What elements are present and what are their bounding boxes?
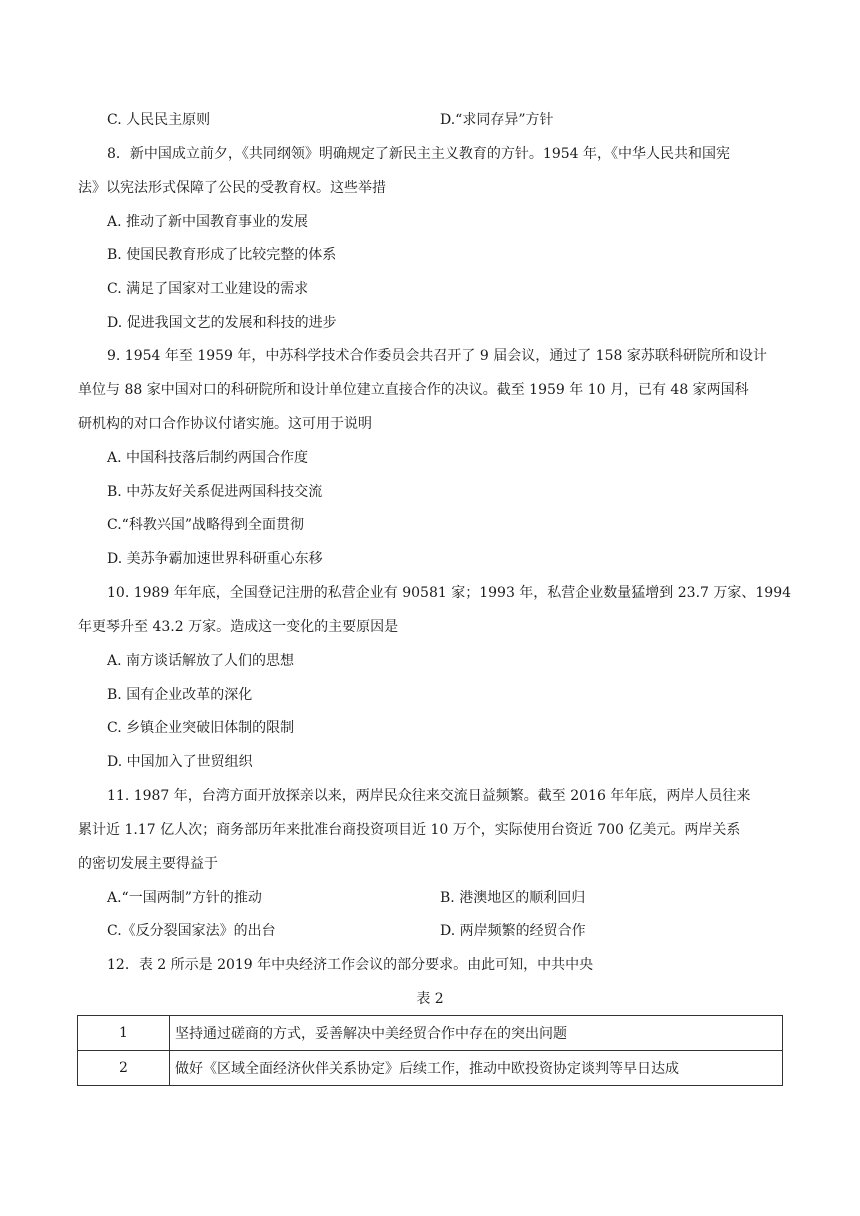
q9-option-a: A. 中国科技落后制约两国合作度: [107, 450, 309, 466]
q9-option-c: C.“科教兴国”战略得到全面贯彻: [107, 517, 304, 533]
q8-stem-line-1: 8．新中国成立前夕，《共同纲领》明确规定了新民主主义教育的方针。1954 年，《中华人民共和国宪: [107, 146, 730, 162]
q8-option-a: A. 推动了新中国教育事业的发展: [107, 214, 309, 230]
q7-option-d: D.“求同存异”方针: [440, 112, 554, 128]
table-row: [78, 1051, 783, 1086]
q10-option-c: C. 乡镇企业突破旧体制的限制: [107, 720, 295, 736]
q10-stem-line-2: 年更琴升至 43.2 万家。造成这一变化的主要原因是: [78, 619, 399, 635]
q11-stem-line-2: 累计近 1.17 亿人次；商务部历年来批准台商投资项目近 10 万个，实际使用台资近 700 亿美元。两岸关系: [78, 822, 741, 838]
q8-option-c: C. 满足了国家对工业建设的需求: [107, 281, 309, 297]
table-row: [78, 1016, 783, 1051]
q8-stem-line-2: 法》以宪法形式保障了公民的受教育权。这些举措: [78, 180, 386, 196]
requirements-table: [77, 1015, 783, 1086]
q12-stem-line-1: 12．表 2 所示是 2019 年中央经济工作会议的部分要求。由此可知，中共中央: [107, 957, 594, 973]
table-row-number: 1: [78, 1016, 170, 1051]
q11-stem-line-1: 11. 1987 年，台湾方面开放探亲以来，两岸民众往来交流日益频繁。截至 2016 年年底，两岸人员往来: [107, 788, 751, 804]
q9-option-b: B. 中苏友好关系促进两国科技交流: [107, 484, 323, 500]
q8-option-b: B. 使国民教育形成了比较完整的体系: [107, 247, 337, 263]
q11-option-a: A.“一国两制”方针的推动: [107, 890, 262, 906]
q9-stem-line-2: 单位与 88 家中国对口的科研院所和设计单位建立直接合作的决议。截至 1959 年 10 月，已有 48 家两国科: [78, 382, 749, 398]
q10-option-a: A. 南方谈话解放了人们的思想: [107, 653, 295, 669]
q10-option-b: B. 国有企业改革的深化: [107, 687, 253, 703]
table-row-text: 坚持通过磋商的方式，妥善解决中美经贸合作中存在的突出问题: [170, 1016, 783, 1051]
q9-stem-line-3: 研机构的对口合作协议付诸实施。这可用于说明: [78, 416, 372, 432]
q10-stem-line-1: 10. 1989 年年底，全国登记注册的私营企业有 90581 家；1993 年，私营企业数量猛增到 23.7 万家、1994: [107, 585, 792, 601]
table-row-text: 做好《区域全面经济伙伴关系协定》后续工作，推动中欧投资协定谈判等早日达成: [170, 1051, 783, 1086]
q10-option-d: D. 中国加入了世贸组织: [107, 754, 253, 770]
q8-option-d: D. 促进我国文艺的发展和科技的进步: [107, 315, 337, 331]
q9-option-d: D. 美苏争霸加速世界科研重心东移: [107, 551, 323, 567]
q9-stem-line-1: 9. 1954 年至 1959 年，中苏科学技术合作委员会共召开了 9 届会议，通过了 158 家苏联科研院所和设计: [107, 348, 767, 364]
table-row-number: 2: [78, 1051, 170, 1086]
q11-option-d: D. 两岸频繁的经贸合作: [440, 923, 586, 939]
q7-option-c: C. 人民民主原则: [107, 112, 211, 128]
q11-stem-line-3: 的密切发展主要得益于: [78, 856, 218, 872]
q11-option-b: B. 港澳地区的顺利回归: [440, 890, 586, 906]
q11-option-c: C.《反分裂国家法》的出台: [107, 923, 276, 939]
table-caption: 表 2: [416, 991, 444, 1007]
